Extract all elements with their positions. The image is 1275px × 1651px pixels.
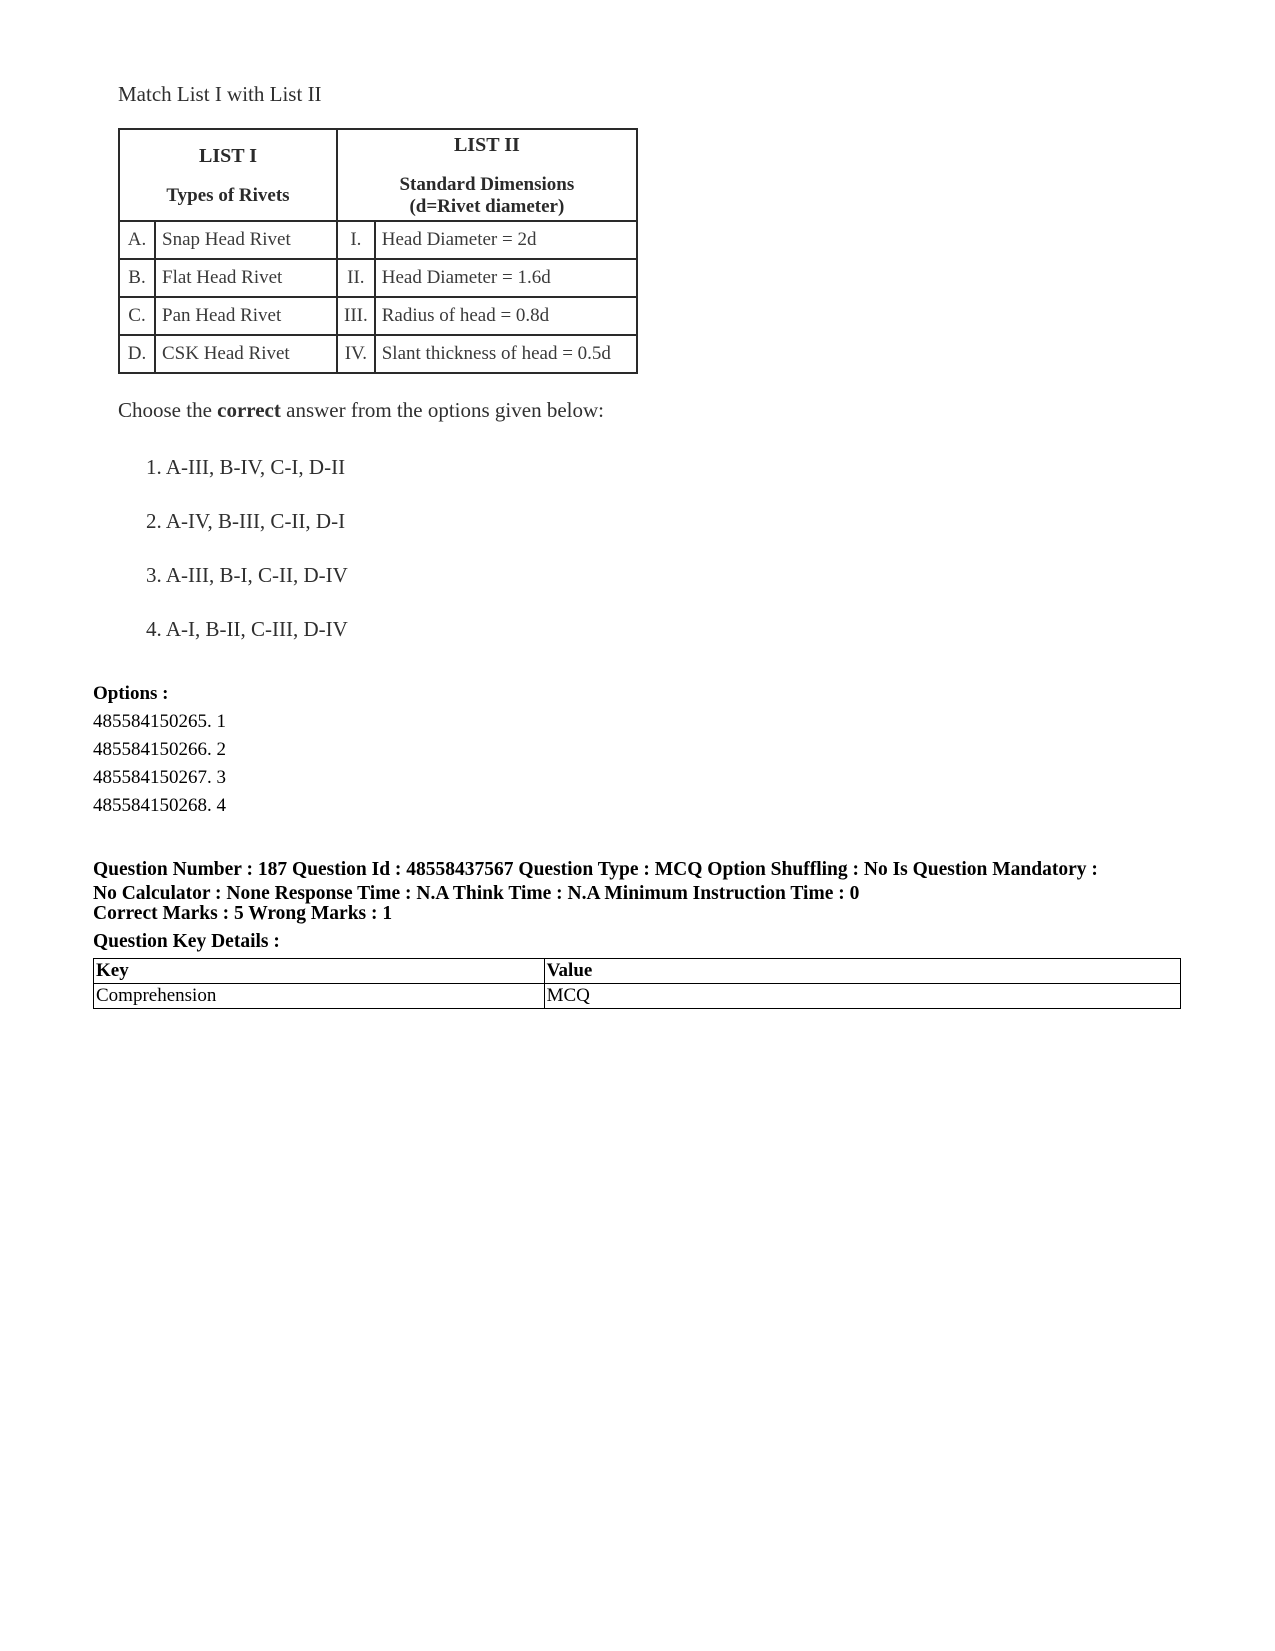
table-row xyxy=(119,221,637,259)
question-intro: Match List I with List II xyxy=(118,82,322,106)
list2-subtitle-2: (d=Rivet diameter) xyxy=(409,196,565,217)
match-table-header-row xyxy=(119,129,637,221)
key-cell: Comprehension xyxy=(94,984,545,1009)
options-list xyxy=(93,708,226,820)
list-item: 4. A-I, B-II, C-III, D-IV xyxy=(146,617,348,641)
option-item: 485584150265. 1 xyxy=(93,711,226,732)
question-image xyxy=(118,78,678,656)
table-row xyxy=(94,959,1181,984)
row-item: Pan Head Rivet xyxy=(155,297,337,335)
question-meta xyxy=(93,858,1193,906)
row-value: Slant thickness of head = 0.5d xyxy=(375,335,637,373)
row-tag-list1: C. xyxy=(119,297,155,335)
list-item: 2. A-IV, B-III, C-II, D-I xyxy=(146,509,346,533)
list2-header xyxy=(337,129,637,221)
list1-header xyxy=(119,129,337,221)
match-table xyxy=(118,128,638,374)
row-tag-list2: II. xyxy=(337,259,375,297)
row-value: Radius of head = 0.8d xyxy=(375,297,637,335)
row-tag-list1: A. xyxy=(119,221,155,259)
row-tag-list1: D. xyxy=(119,335,155,373)
list-item: 1. A-III, B-IV, C-I, D-II xyxy=(146,455,346,479)
table-row xyxy=(119,335,637,373)
table-row xyxy=(94,984,1181,1009)
key-details-title: Question Key Details : xyxy=(93,931,280,952)
row-value: Head Diameter = 2d xyxy=(375,221,637,259)
option-item: 485584150267. 3 xyxy=(93,767,226,788)
choose-pre: Choose the xyxy=(118,398,212,422)
row-tag-list2: IV. xyxy=(337,335,375,373)
list1-title: LIST I xyxy=(198,145,257,167)
value-header: Value xyxy=(544,959,1180,984)
choose-bold: correct xyxy=(217,398,281,422)
row-item: Flat Head Rivet xyxy=(155,259,337,297)
choose-post: answer from the options given below: xyxy=(286,398,604,422)
key-details-table xyxy=(93,958,1181,1009)
table-row xyxy=(119,259,637,297)
options-title: Options : xyxy=(93,683,169,704)
row-tag-list1: B. xyxy=(119,259,155,297)
option-item: 485584150266. 2 xyxy=(93,739,226,760)
list1-subtitle: Types of Rivets xyxy=(166,185,290,206)
answer-choices xyxy=(146,440,678,656)
list2-title: LIST II xyxy=(453,134,520,156)
marks-line: Correct Marks : 5 Wrong Marks : 1 xyxy=(93,903,393,924)
row-tag-list2: I. xyxy=(337,221,375,259)
row-item: CSK Head Rivet xyxy=(155,335,337,373)
row-item: Snap Head Rivet xyxy=(155,221,337,259)
table-row xyxy=(119,297,637,335)
list2-subtitle: Standard Dimensions xyxy=(399,174,575,195)
value-cell: MCQ xyxy=(544,984,1180,1009)
choose-instruction xyxy=(118,394,678,426)
question-meta-line-1: Question Number : 187 Question Id : 48558437567 Question Type : MCQ Option Shuffling : No Is Question Mandatory : xyxy=(93,859,1098,880)
list-item: 3. A-III, B-I, C-II, D-IV xyxy=(146,563,348,587)
question-meta-line-2: No Calculator : None Response Time : N.A Think Time : N.A Minimum Instruction Time : 0 xyxy=(93,883,860,904)
row-tag-list2: III. xyxy=(337,297,375,335)
option-item: 485584150268. 4 xyxy=(93,795,226,816)
key-header: Key xyxy=(94,959,545,984)
row-value: Head Diameter = 1.6d xyxy=(375,259,637,297)
